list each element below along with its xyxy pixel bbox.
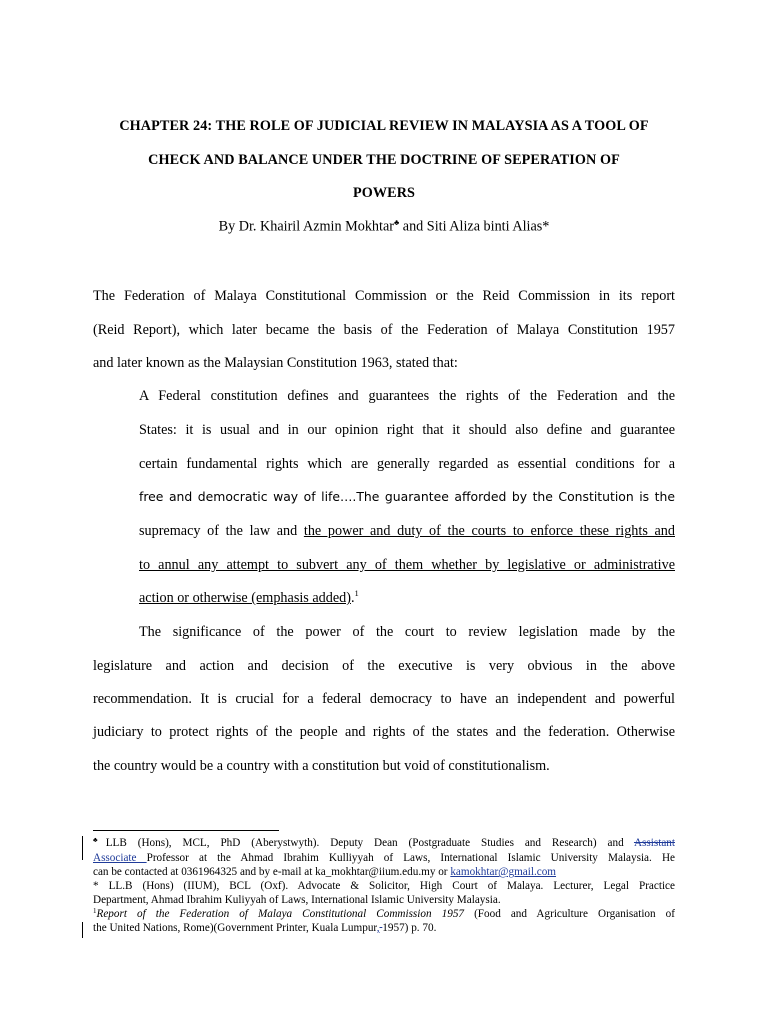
quote-line-7 (139, 590, 675, 607)
body-line-5: the country would be a country with a constitution but void of constitutionalism. (93, 758, 550, 774)
quote-line-2: States: it is usual and in our opinion right that it should also define and guarantee (139, 422, 675, 438)
body-line-4: judiciary to protect rights of the people and rights of the states and the federation. Otherwise (93, 724, 675, 740)
footnote-1-line-2 (93, 852, 675, 864)
quote-line-5 (139, 523, 675, 540)
chapter-title-line-2: CHECK AND BALANCE UNDER THE DOCTRINE OF SEPERATION OF (148, 152, 620, 168)
body-line-3: recommendation. It is crucial for a federal democracy to have an independent and powerful (93, 691, 675, 707)
author-1-footnote-mark: ♣ (393, 218, 400, 227)
quote-emphasis-3: action or otherwise (emphasis added) (139, 590, 351, 606)
deleted-text-assistant: Assistant (633, 837, 675, 849)
footnote-ref-1[interactable]: 1 (354, 588, 359, 598)
body-line-2: legislature and action and decision of the executive is very obvious in the above (93, 658, 675, 674)
quote-line-1: A Federal constitution defines and guarantees the rights of the Federation and the (139, 388, 675, 404)
footnote-1-line-1 (93, 837, 675, 849)
footnote-1-text-c: can be contacted at 0361964325 and by e-mail at ka_mokhtar@iium.edu.my or (93, 866, 451, 878)
footnote-1-text-a: LLB (Hons), MCL, PhD (Aberystwyth). Deputy Dean (Postgraduate Studies and Research) and (105, 837, 634, 849)
inserted-text-associate: Associate (93, 852, 147, 864)
quote-emphasis-2: to annul any attempt to subvert any of them whether by legislative or administrative (139, 557, 675, 573)
quote-line-4: free and democratic way of life….The guarantee afforded by the Constitution is the (139, 489, 675, 504)
footnote-1-text-b: Professor at the Ahmad Ibrahim Kulliyyah of Laws, International Islamic University Malaysia. He (146, 852, 675, 864)
byline-author-2: and Siti Aliza binti Alias (399, 218, 543, 235)
footnote-3-text-a: (Food and Agriculture Organisation of (464, 908, 675, 920)
quote-emphasis-1: the power and duty of the courts to enforce these rights and (303, 523, 675, 539)
footnote-3-line-2 (93, 922, 675, 934)
revision-change-bar-1 (82, 836, 83, 860)
footnote-2-line-2: Department, Ahmad Ibrahim Kuliyyah of Laws, International Islamic University Malaysia. (93, 894, 501, 906)
quote-end-period: . (350, 590, 355, 606)
footnote-3-text-c: 1957) p. 70. (382, 922, 437, 934)
byline-author-1: By Dr. Khairil Azmin Mokhtar (218, 218, 394, 235)
footnote-3-number: 1 (93, 907, 97, 915)
body-line-1: The significance of the power of the court to review legislation made by the (139, 624, 675, 640)
footnote-separator (93, 830, 279, 831)
chapter-title-line-1: CHAPTER 24: THE ROLE OF JUDICIAL REVIEW IN MALAYSIA AS A TOOL OF (119, 118, 649, 134)
quote-line-5-plain: supremacy of the law and (139, 523, 304, 539)
footnote-3-line-1 (93, 908, 675, 920)
intro-line-2: (Reid Report), which later became the basis of the Federation of Malaya Constitution 1957 (93, 322, 675, 338)
footnote-1-line-3 (93, 866, 675, 878)
footnote-1-mark: ♣ (93, 836, 106, 844)
footnote-2-line-1: * LL.B (Hons) (IIUM), BCL (Oxf). Advocate & Solicitor, High Court of Malaya. Lecturer, Legal Practice (93, 880, 675, 892)
intro-line-3: and later known as the Malaysian Constitution 1963, stated that: (93, 355, 458, 371)
chapter-title-line-3: POWERS (352, 185, 416, 201)
footnote-3-report-title: Report of the Federation of Malaya Constitutional Commission 1957 (96, 908, 465, 920)
byline (70, 218, 698, 236)
revision-change-bar-2 (82, 922, 83, 938)
quote-line-3: certain fundamental rights which are generally regarded as essential conditions for a (139, 456, 675, 472)
author-2-footnote-mark: * (542, 218, 550, 235)
inserted-comma: , (376, 922, 380, 934)
email-link[interactable]: kamokhtar@gmail.com (450, 866, 557, 878)
footnote-3-text-b: the United Nations, Rome)(Government Printer, Kuala Lumpur (93, 922, 377, 934)
intro-line-1: The Federation of Malaya Constitutional Commission or the Reid Commission in its report (93, 288, 675, 304)
